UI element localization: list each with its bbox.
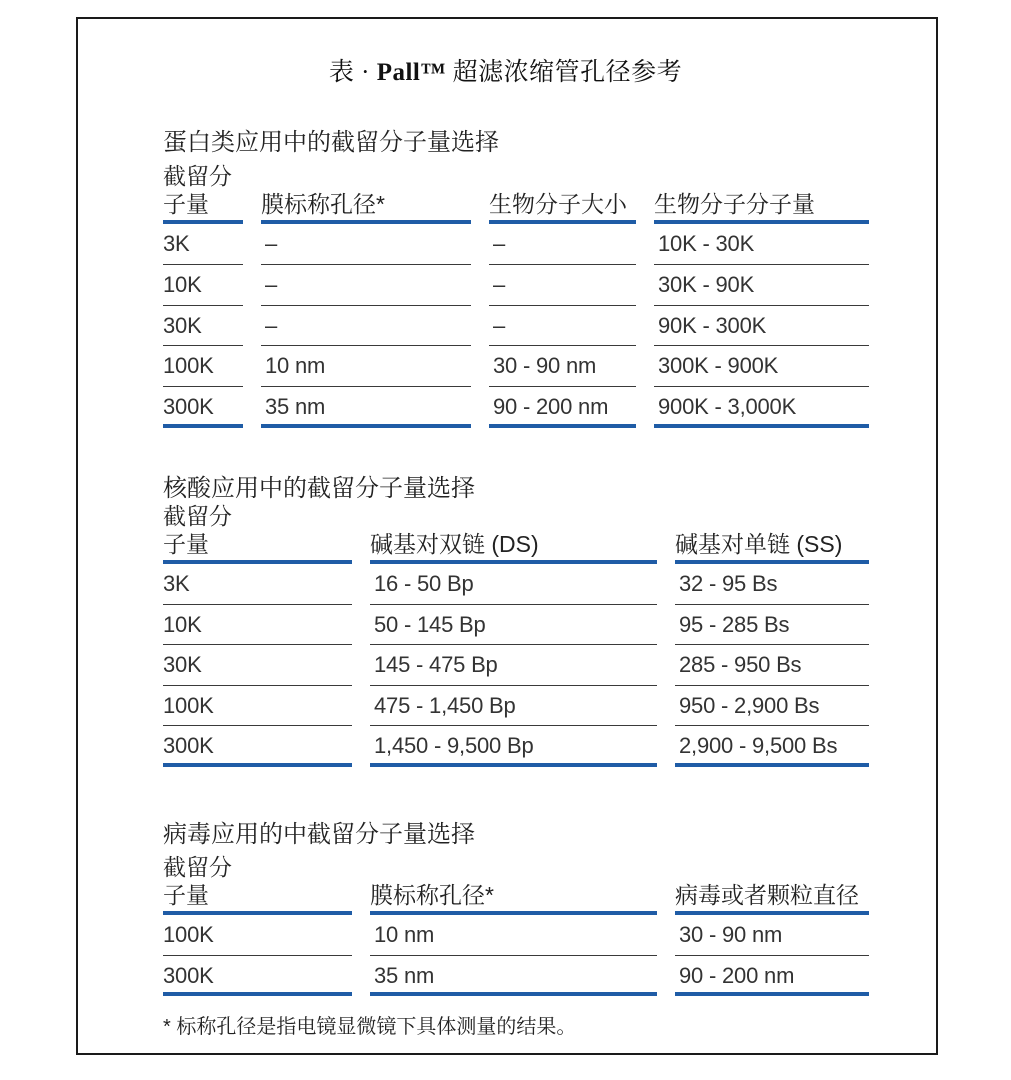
protein-header-0: 截留分 子量 — [163, 160, 243, 224]
protein-cell-r2-c1: – — [261, 306, 471, 347]
protein-cell-r1-c2: – — [489, 265, 636, 306]
protein-cell-r4-c0: 300K — [163, 387, 243, 428]
nucleic-cell-r3-c2: 950 - 2,900 Bs — [675, 686, 869, 727]
nucleic-cell-r0-c2: 32 - 95 Bs — [675, 564, 869, 605]
protein-cell-r3-c1: 10 nm — [261, 346, 471, 387]
protein-cell-r4-c2: 90 - 200 nm — [489, 387, 636, 428]
protein-cell-r2-c0: 30K — [163, 306, 243, 347]
virus-cell-r0-c0: 100K — [163, 915, 352, 956]
virus-cell-r1-c0: 300K — [163, 956, 352, 997]
nucleic-header-1: 碱基对双链 (DS) — [370, 500, 657, 564]
protein-cell-r3-c2: 30 - 90 nm — [489, 346, 636, 387]
nucleic-cell-r1-c0: 10K — [163, 605, 352, 646]
protein-header-1: 膜标称孔径* — [261, 160, 471, 224]
virus-header-2: 病毒或者颗粒直径 — [675, 852, 869, 915]
protein-cell-r4-c3: 900K - 3,000K — [654, 387, 869, 428]
virus-cell-r1-c1: 35 nm — [370, 956, 657, 997]
nucleic-cell-r4-c0: 300K — [163, 726, 352, 767]
protein-cell-r0-c3: 10K - 30K — [654, 224, 869, 265]
protein-cell-r1-c3: 30K - 90K — [654, 265, 869, 306]
protein-cell-r1-c0: 10K — [163, 265, 243, 306]
protein-cell-r3-c3: 300K - 900K — [654, 346, 869, 387]
nucleic-cell-r3-c1: 475 - 1,450 Bp — [370, 686, 657, 727]
protein-cell-r3-c0: 100K — [163, 346, 243, 387]
protein-cell-r0-c0: 3K — [163, 224, 243, 265]
protein-cell-r1-c1: – — [261, 265, 471, 306]
nucleic-cell-r2-c2: 285 - 950 Bs — [675, 645, 869, 686]
protein-cell-r2-c2: – — [489, 306, 636, 347]
virus-cell-r0-c1: 10 nm — [370, 915, 657, 956]
nucleic-cell-r4-c2: 2,900 - 9,500 Bs — [675, 726, 869, 767]
nucleic-section-title: 核酸应用中的截留分子量选择 — [163, 475, 475, 502]
virus-section-title: 病毒应用的中截留分子量选择 — [163, 821, 475, 848]
nucleic-cell-r0-c0: 3K — [163, 564, 352, 605]
protein-header-2: 生物分子大小 — [489, 160, 636, 224]
page-title: 表 · Pall™ 超滤浓缩管孔径参考 — [328, 59, 683, 86]
nucleic-cell-r1-c2: 95 - 285 Bs — [675, 605, 869, 646]
nucleic-cell-r4-c1: 1,450 - 9,500 Bp — [370, 726, 657, 767]
nucleic-cell-r2-c1: 145 - 475 Bp — [370, 645, 657, 686]
protein-cell-r0-c2: – — [489, 224, 636, 265]
protein-section-title: 蛋白类应用中的截留分子量选择 — [163, 129, 499, 156]
protein-cell-r0-c1: – — [261, 224, 471, 265]
nucleic-cell-r2-c0: 30K — [163, 645, 352, 686]
protein-cell-r2-c3: 90K - 300K — [654, 306, 869, 347]
virus-header-0: 截留分 子量 — [163, 852, 352, 915]
protein-cell-r4-c1: 35 nm — [261, 387, 471, 428]
nucleic-header-2: 碱基对单链 (SS) — [675, 500, 869, 564]
nucleic-header-0: 截留分 子量 — [163, 500, 352, 564]
footnote: * 标称孔径是指电镜显微镜下具体测量的结果。 — [163, 1016, 577, 1038]
nucleic-cell-r3-c0: 100K — [163, 686, 352, 727]
protein-header-3: 生物分子分子量 — [654, 160, 869, 224]
virus-cell-r1-c2: 90 - 200 nm — [675, 956, 869, 997]
virus-cell-r0-c2: 30 - 90 nm — [675, 915, 869, 956]
nucleic-cell-r1-c1: 50 - 145 Bp — [370, 605, 657, 646]
nucleic-cell-r0-c1: 16 - 50 Bp — [370, 564, 657, 605]
virus-header-1: 膜标称孔径* — [370, 852, 657, 915]
